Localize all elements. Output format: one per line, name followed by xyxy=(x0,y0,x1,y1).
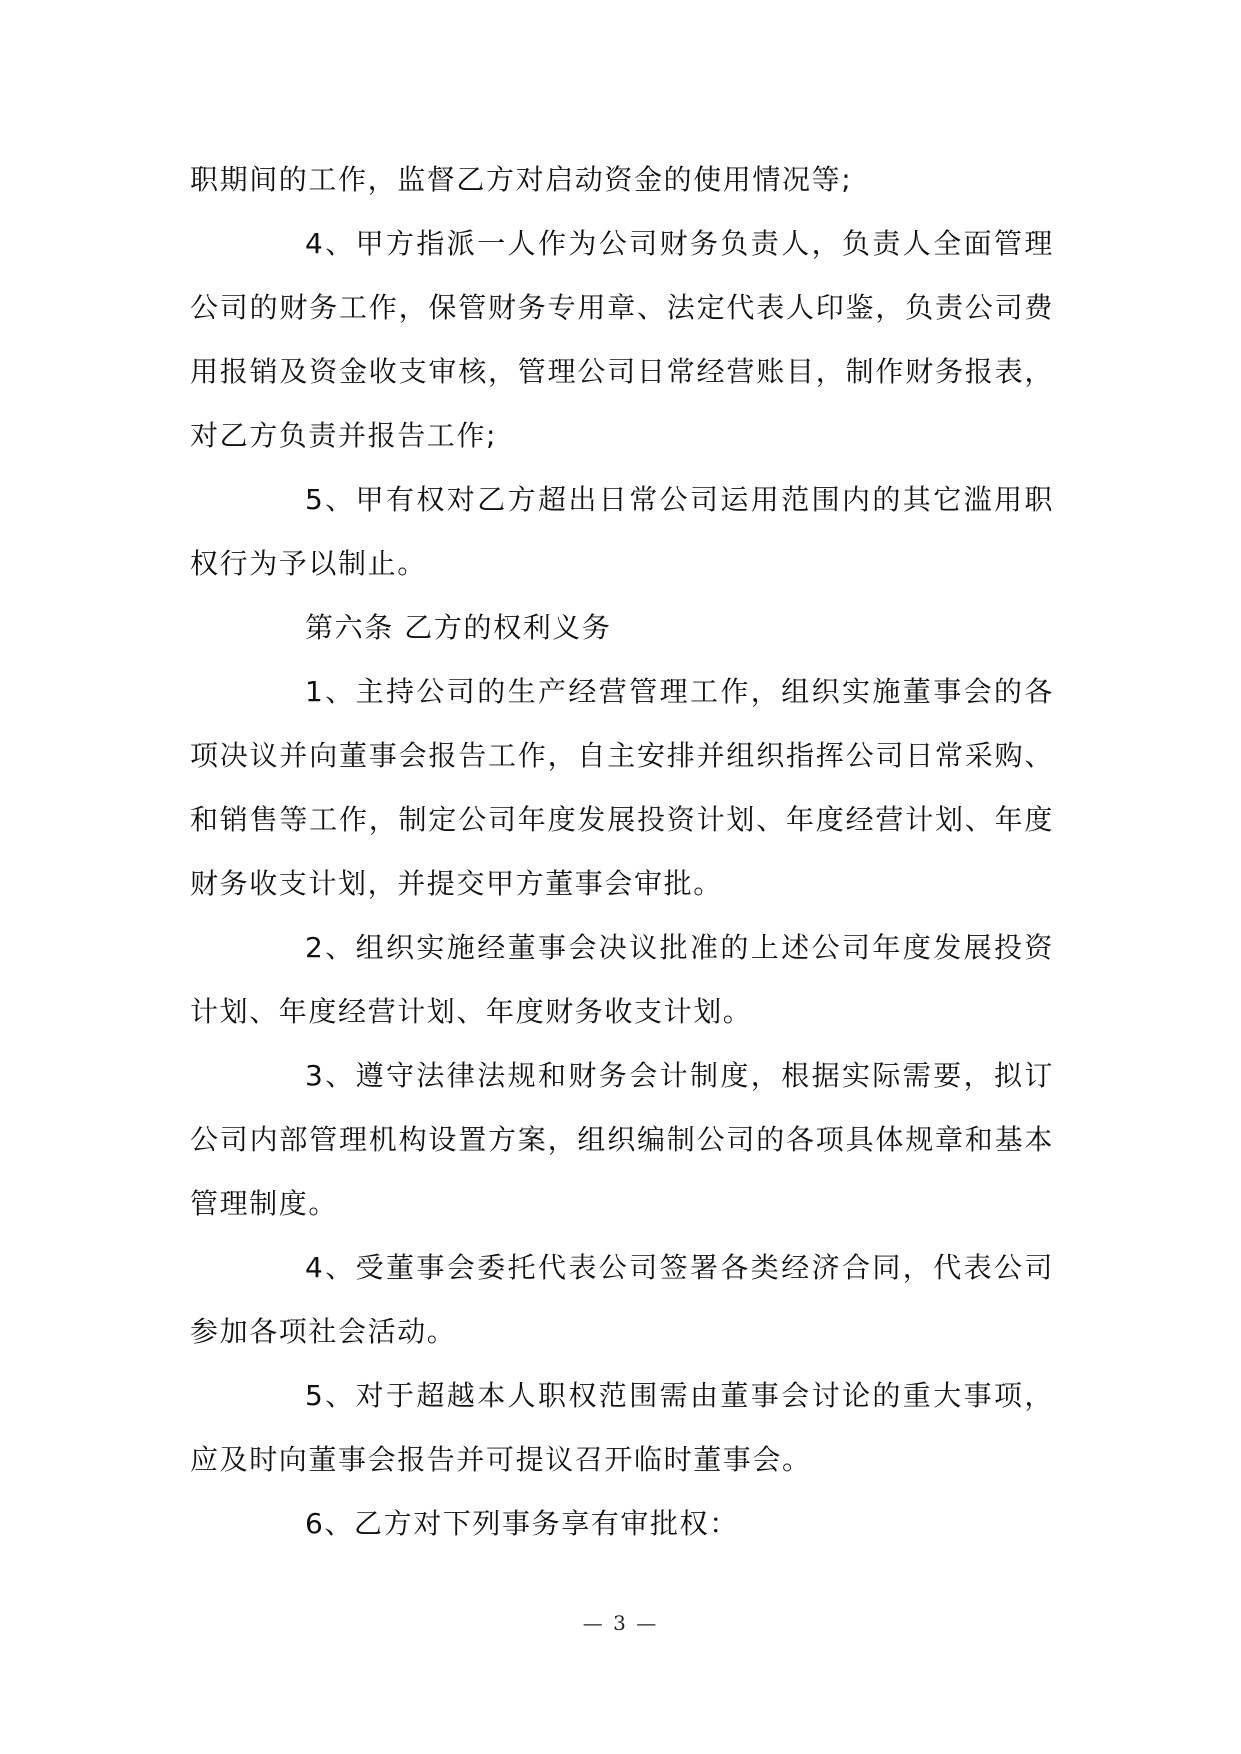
paragraph-continued: 职期间的工作，监督乙方对启动资金的使用情况等; xyxy=(190,163,853,196)
paragraph-party-a-item-4: 4、甲方指派一人作为公司财务负责人，负责人全面管理公司的财务工作，保管财务专用章、法定代表人印鉴，负责公司费用报销及资金收支审核，管理公司日常经营账目，制作财务报表，对乙方负责并报告工作; xyxy=(190,227,1054,452)
article-six-heading: 第六条 乙方的权利义务 xyxy=(305,611,612,644)
paragraph-party-b-item-5: 5、对于超越本人职权范围需由董事会讨论的重大事项，应及时向董事会报告并可提议召开临时董事会。 xyxy=(190,1379,1054,1476)
page-number: — 3 — xyxy=(582,1611,659,1635)
paragraph-party-b-item-1: 1、主持公司的生产经营管理工作，组织实施董事会的各项决议并向董事会报告工作，自主安排并组织指挥公司日常采购、和销售等工作，制定公司年度发展投资计划、年度经营计划、年度财务收支计划，并提交甲方董事会审批。 xyxy=(190,675,1054,900)
paragraph-party-b-item-3: 3、遵守法律法规和财务会计制度，根据实际需要，拟订公司内部管理机构设置方案，组织编制公司的各项具体规章和基本管理制度。 xyxy=(190,1059,1054,1220)
document-body xyxy=(190,148,1054,1556)
paragraph-party-b-item-2: 2、组织实施经董事会决议批准的上述公司年度发展投资计划、年度经营计划、年度财务收支计划。 xyxy=(190,931,1054,1028)
paragraph-party-b-item-6: 6、乙方对下列事务享有审批权： xyxy=(305,1507,739,1540)
paragraph-party-b-item-4: 4、受董事会委托代表公司签署各类经济合同，代表公司参加各项社会活动。 xyxy=(190,1251,1054,1348)
paragraph-party-a-item-5: 5、甲有权对乙方超出日常公司运用范围内的其它滥用职权行为予以制止。 xyxy=(190,483,1054,580)
